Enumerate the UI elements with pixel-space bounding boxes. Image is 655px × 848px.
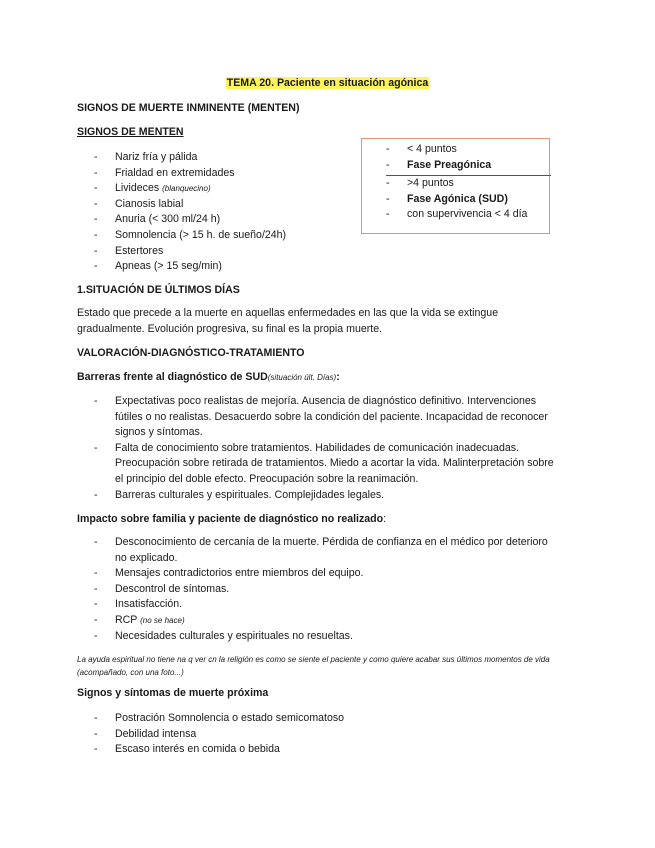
list-item: - Falta de conocimiento sobre tratamientos. Habilidades de comunicación inadecuadas. Preocupación sobre retirada de tratamientos. Miedo a acortar la vida. Malinterpretación sobre el principio del doble efecto. Preocupación sobre la reanimación. — [94, 441, 554, 488]
list-item: - Debilidad intensa — [94, 727, 554, 743]
impacto-list — [94, 535, 554, 644]
list-item: - RCP (no se hace) — [94, 613, 554, 629]
list-item: - Expectativas poco realistas de mejoría. Ausencia de diagnóstico definitivo. Intervenciones fútiles o no realistas. Desacuerdo sobre la condición del paciente. Incapacidad de reconocer signos y síntomas. — [94, 394, 554, 441]
spiritual-note: La ayuda espiritual no tiene na q ver cn la religión es como se siente el paciente y como quiere acabar sus últimos momentos de vida (acompañado, con una foto...) — [77, 655, 550, 677]
list-item: - Descontrol de síntomas. — [94, 582, 554, 598]
phase-box — [361, 138, 550, 234]
list-item: - Cianosis labial — [94, 197, 554, 213]
list-item: - Barreras culturales y espirituales. Complejidades legales. — [94, 488, 554, 504]
phase-box-list-top — [386, 142, 556, 173]
list-item: - < 4 puntos — [386, 142, 556, 158]
impacto-heading: Impacto sobre familia y paciente de diagnóstico no realizado: — [77, 513, 387, 525]
list-item: - Estertores — [94, 244, 554, 260]
list-item: - Frialdad en extremidades — [94, 166, 554, 182]
list-item: - Desconocimiento de cercanía de la muerte. Pérdida de confianza en el médico por deterioro no explicado. — [94, 535, 554, 566]
list-item: - Apneas (> 15 seg/min) — [94, 259, 554, 275]
phase-box-list-bottom — [386, 176, 556, 223]
signos-heading: Signos y síntomas de muerte próxima — [77, 687, 269, 699]
list-item: - Nariz fría y pálida — [94, 150, 554, 166]
list-item: - Escaso interés en comida o bebida — [94, 742, 554, 758]
list-item: - Fase Preagónica — [386, 158, 556, 174]
list-item: - Fase Agónica (SUD) — [386, 192, 556, 208]
valoracion-heading: VALORACIÓN-DIAGNÓSTICO-TRATAMIENTO — [77, 347, 305, 359]
livideces-note: (blanquecino) — [162, 184, 211, 194]
subheading-menten: SIGNOS DE MENTEN — [77, 126, 184, 138]
barreras-note: (situación últ. Días) — [267, 373, 337, 382]
list-item: - Mensajes contradictorios entre miembros del equipo. — [94, 566, 554, 582]
list-item: - >4 puntos — [386, 176, 556, 192]
list-item: - Postración Somnolencia o estado semicomatoso — [94, 711, 554, 727]
rcp-note: (no se hace) — [140, 615, 185, 625]
list-item: - Insatisfacción. — [94, 597, 554, 613]
list-item: - con supervivencia < 4 día — [386, 207, 556, 223]
barreras-list — [94, 394, 554, 503]
list-item: - Anuria (< 300 ml/24 h) — [94, 212, 554, 228]
section1-heading: 1.SITUACIÓN DE ÚLTIMOS DÍAS — [77, 284, 240, 296]
section1-text: Estado que precede a la muerte en aquellas enfermedades en las que la vida se extingue gradualmente. Evolución progresiva, su final es la propia muerte. — [77, 307, 499, 335]
heading-menten: SIGNOS DE MUERTE INMINENTE (MENTEN) — [77, 102, 300, 114]
list-item: - Livideces (blanquecino) — [94, 181, 554, 197]
barreras-heading: Barreras frente al diagnóstico de SUD(situación últ. Días): — [77, 371, 340, 383]
list-item: - Somnolencia (> 15 h. de sueño/24h) — [94, 228, 554, 244]
document-title: TEMA 20. Paciente en situación agónica — [226, 77, 429, 89]
signos-list — [94, 711, 554, 758]
list-item: - Necesidades culturales y espirituales no resueltas. — [94, 629, 554, 645]
